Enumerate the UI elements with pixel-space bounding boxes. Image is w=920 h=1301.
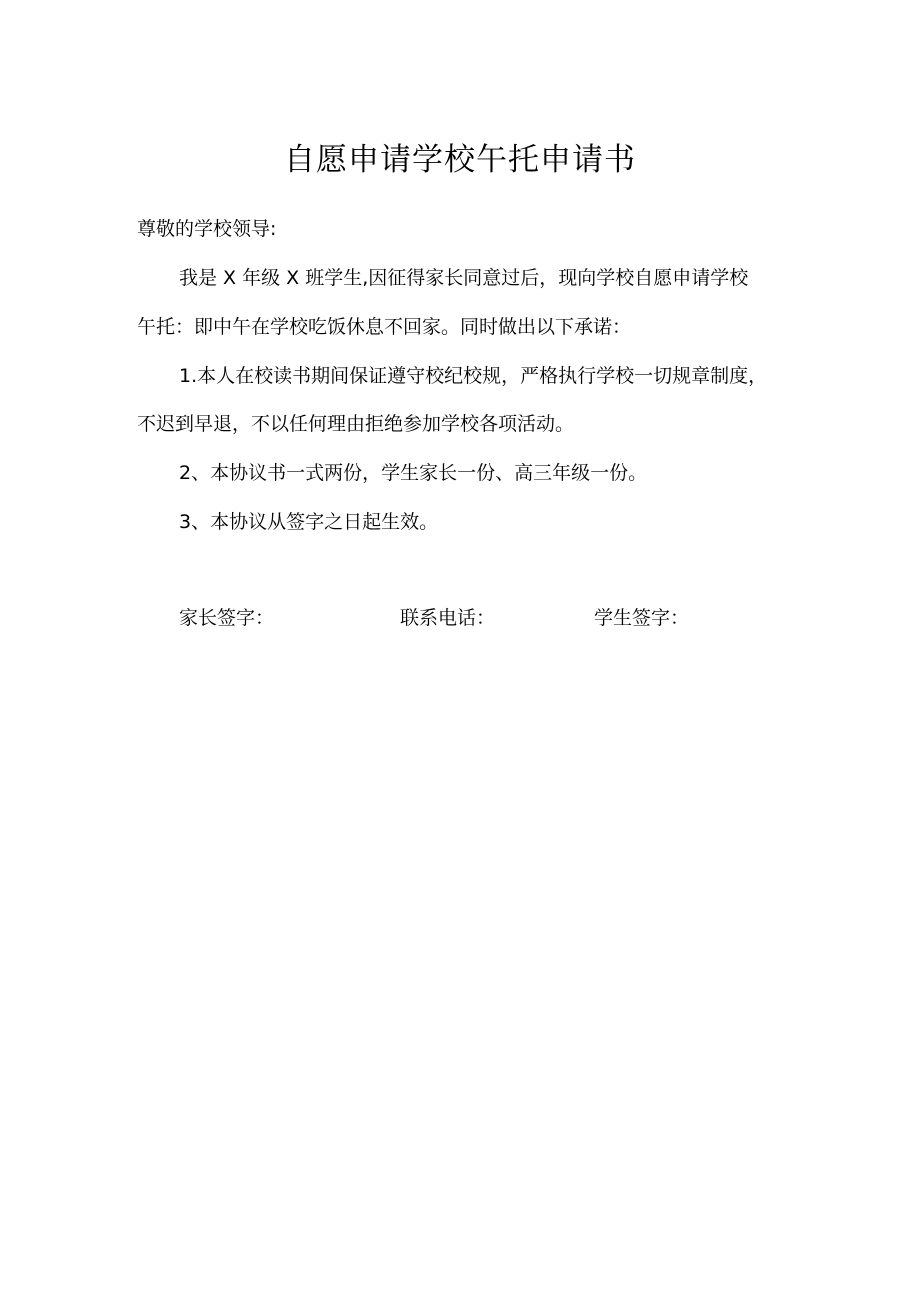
phone-label: 联系电话： bbox=[400, 607, 496, 629]
paragraph-line: 1.本人在校读书期间保证遵守校纪校规，严格执行学校一切规章制度， bbox=[179, 365, 768, 387]
paragraph-line: 午托：即中午在学校吃饭休息不回家。同时做出以下承诺： bbox=[137, 316, 632, 338]
salutation: 尊敬的学校领导: bbox=[137, 218, 277, 240]
parent-signature-label: 家长签字： bbox=[179, 607, 275, 629]
paragraph-line: 不迟到早退，不以任何理由拒绝参加学校各项活动。 bbox=[137, 413, 575, 435]
document-title: 自愿申请学校午托申请书 bbox=[284, 142, 636, 178]
paragraph-line: 2、本协议书一式两份，学生家长一份、高三年级一份。 bbox=[179, 462, 648, 484]
student-signature-label: 学生签字： bbox=[594, 607, 690, 629]
paragraph-line: 3、本协议从签字之日起生效。 bbox=[179, 511, 439, 533]
paragraph-line: 我是 X 年级 X 班学生,因征得家长同意过后，现向学校自愿申请学校 bbox=[179, 267, 749, 289]
